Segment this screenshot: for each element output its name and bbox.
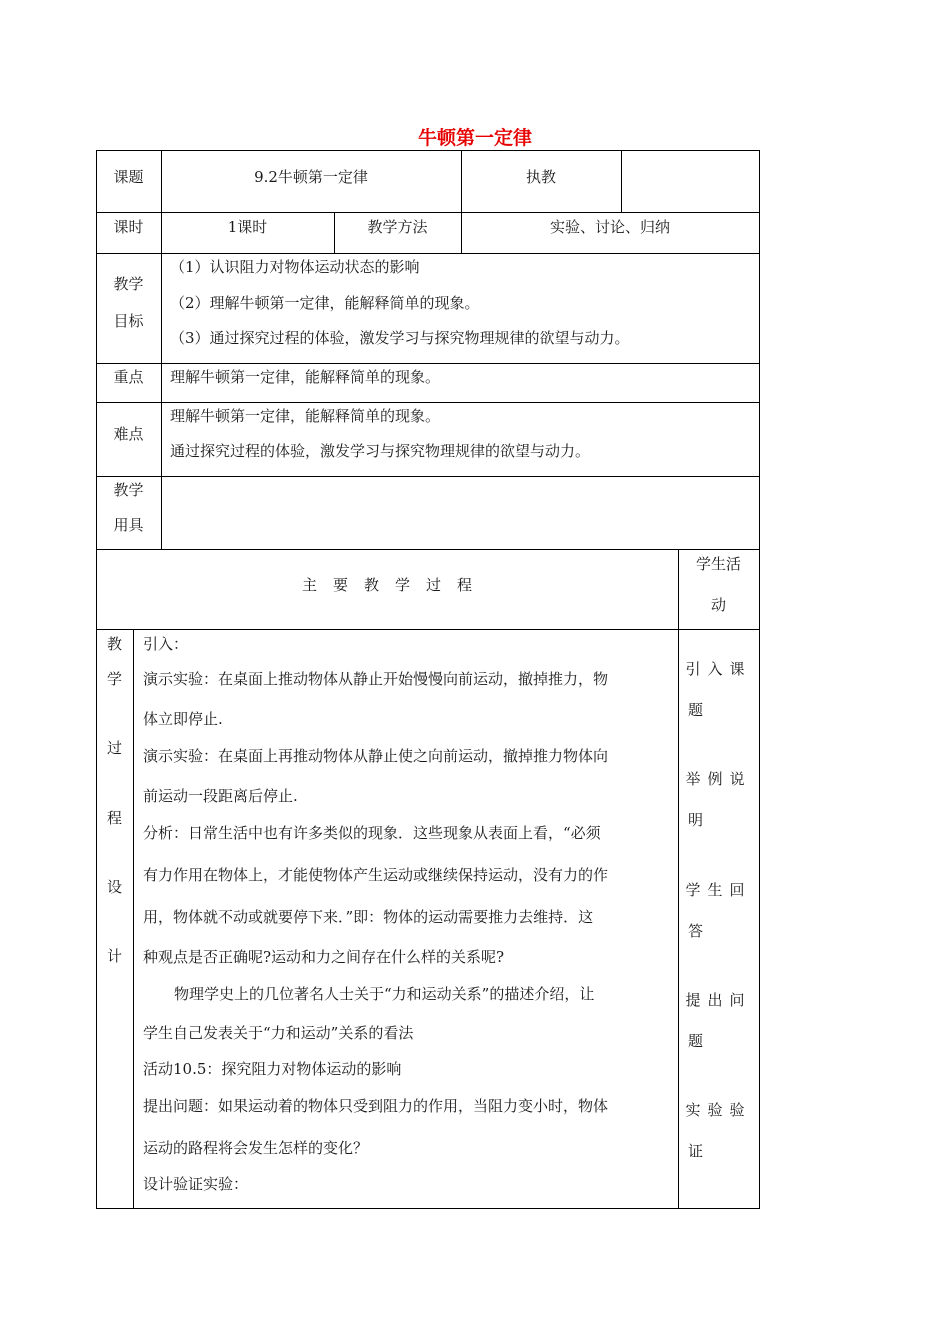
objective-item: （2）理解牛顿第一定律，能解释简单的现象。 bbox=[170, 294, 480, 312]
design-line: 学生自己发表关于“力和运动”关系的看法 bbox=[143, 1024, 414, 1042]
student-activity-line: 提出问 bbox=[685, 991, 752, 1009]
difficulty-label: 难点 bbox=[113, 425, 144, 443]
student-activity-line: 学生回 bbox=[685, 881, 752, 899]
design-label-char: 设 bbox=[106, 878, 122, 896]
objectives-label-line2: 目标 bbox=[113, 312, 144, 330]
student-activity-line: 实验验 bbox=[685, 1101, 752, 1119]
tools-label-line1: 教学 bbox=[113, 481, 144, 499]
table-rule bbox=[96, 363, 760, 364]
design-label-char: 过 bbox=[106, 739, 122, 757]
table-rule bbox=[621, 150, 622, 213]
design-line: 体立即停止. bbox=[143, 710, 223, 728]
table-rule bbox=[96, 549, 760, 550]
student-activity-line: 题 bbox=[688, 1032, 704, 1050]
student-activity-line: 明 bbox=[688, 811, 704, 829]
table-rule bbox=[133, 629, 134, 1209]
design-line: 用，物体就不动或就要停下来．”即：物体的运动需要推力去维持．这 bbox=[143, 908, 594, 926]
table-rule bbox=[96, 629, 760, 630]
student-activity-line: 答 bbox=[688, 922, 704, 940]
difficulty-line: 通过探究过程的体验，激发学习与探究物理规律的欲望与动力。 bbox=[170, 442, 591, 460]
method-label: 教学方法 bbox=[367, 218, 428, 236]
table-rule bbox=[161, 150, 162, 550]
tools-label-line2: 用具 bbox=[113, 516, 144, 534]
difficulty-line: 理解牛顿第一定律，能解释简单的现象。 bbox=[170, 407, 441, 425]
design-label-char: 计 bbox=[106, 947, 122, 965]
table-rule bbox=[96, 212, 760, 213]
table-rule bbox=[461, 150, 462, 254]
design-line: 设计验证实验： bbox=[143, 1175, 249, 1193]
design-line: 物理学史上的几位著名人士关于“力和运动关系”的描述介绍，让 bbox=[174, 985, 595, 1003]
key-point-text: 理解牛顿第一定律，能解释简单的现象。 bbox=[170, 368, 441, 386]
table-rule bbox=[96, 476, 760, 477]
design-line: 前运动一段距离后停止. bbox=[143, 787, 298, 805]
objective-item: （1）认识阻力对物体运动状态的影响 bbox=[170, 258, 420, 276]
design-line: 运动的路程将会发生怎样的变化？ bbox=[143, 1139, 369, 1157]
student-activity-line: 题 bbox=[688, 701, 704, 719]
table-rule bbox=[96, 150, 760, 151]
design-line: 引入： bbox=[143, 635, 189, 653]
design-line: 提出问题：如果运动着的物体只受到阻力的作用，当阻力变小时，物体 bbox=[143, 1097, 609, 1115]
table-rule bbox=[96, 402, 760, 403]
method-value: 实验、讨论、归纳 bbox=[549, 218, 670, 236]
design-label-char: 学 bbox=[106, 670, 122, 688]
student-activity-line: 举例说 bbox=[685, 770, 752, 788]
student-activity-header-line1: 学生活 bbox=[695, 555, 741, 573]
hours-value: 1课时 bbox=[227, 218, 268, 236]
teacher-label: 执教 bbox=[525, 168, 556, 186]
design-line: 有力作用在物体上，才能使物体产生运动或继续保持运动，没有力的作 bbox=[143, 866, 609, 884]
student-activity-line: 引入课 bbox=[685, 660, 752, 678]
key-point-label: 重点 bbox=[113, 368, 144, 386]
table-rule bbox=[759, 150, 760, 1209]
table-rule bbox=[96, 1208, 760, 1209]
design-line: 种观点是否正确呢?运动和力之间存在什么样的关系呢? bbox=[143, 948, 505, 966]
design-line: 演示实验：在桌面上再推动物体从静止使之向前运动，撤掉推力物体向 bbox=[143, 747, 609, 765]
design-label-char: 程 bbox=[106, 809, 122, 827]
topic-label: 课题 bbox=[113, 168, 144, 186]
hours-label: 课时 bbox=[113, 218, 144, 236]
design-label-char: 教 bbox=[106, 635, 122, 653]
objective-item: （3）通过探究过程的体验，激发学习与探究物理规律的欲望与动力。 bbox=[170, 329, 630, 347]
table-rule bbox=[96, 253, 760, 254]
topic-value: 9.2牛顿第一定律 bbox=[254, 168, 368, 186]
design-line: 活动10.5：探究阻力对物体运动的影响 bbox=[143, 1060, 402, 1078]
design-line: 分析：日常生活中也有许多类似的现象．这些现象从表面上看，“必须 bbox=[143, 824, 601, 842]
document-title: 牛顿第一定律 bbox=[417, 127, 532, 149]
student-activity-line: 证 bbox=[688, 1142, 704, 1160]
design-line: 演示实验：在桌面上推动物体从静止开始慢慢向前运动，撤掉推力，物 bbox=[143, 670, 609, 688]
process-header: 主要教学过程 bbox=[301, 576, 488, 594]
student-activity-header-line2: 动 bbox=[710, 596, 726, 614]
objectives-label-line1: 教学 bbox=[113, 275, 144, 293]
